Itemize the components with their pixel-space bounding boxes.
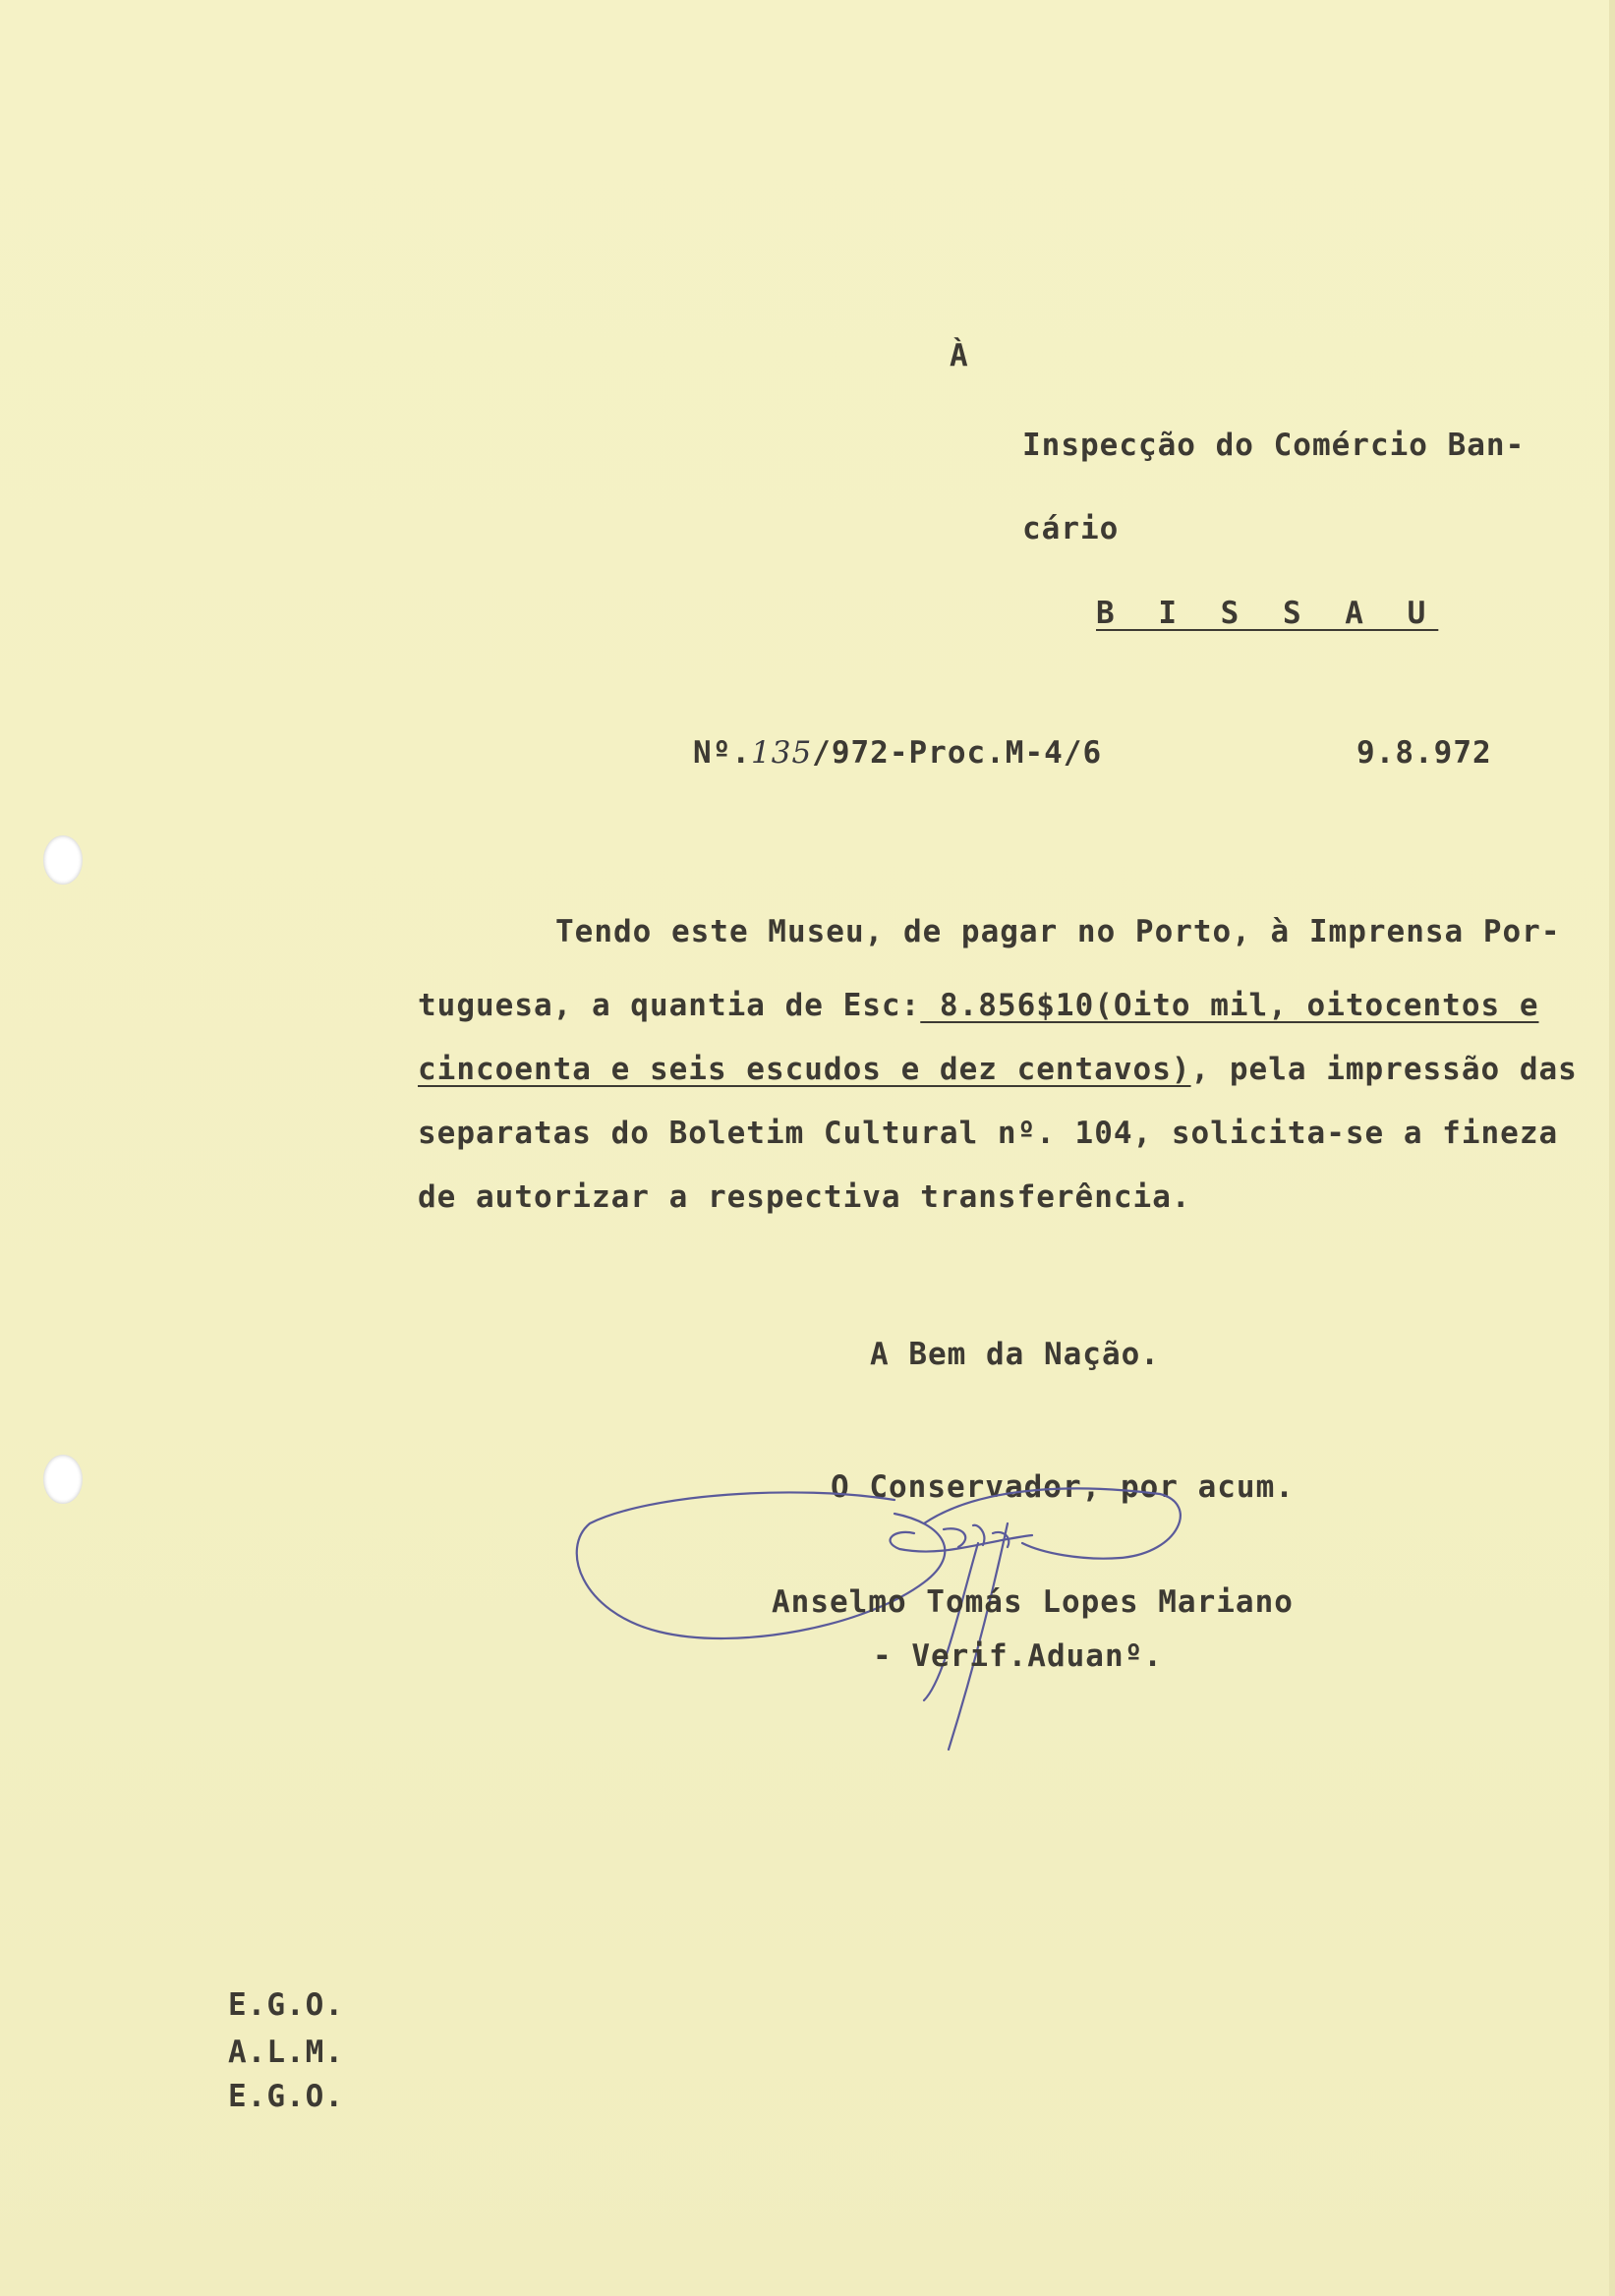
- signatory-role: - Verif.Aduanº.: [873, 1638, 1163, 1674]
- body-line-4: separatas do Boletim Cultural nº. 104, solicita-se a fineza: [418, 1116, 1559, 1151]
- initials-line-2: A.L.M.: [228, 2035, 344, 2070]
- amount-text: 8.856$10(Oito mil, oitocentos e: [920, 988, 1539, 1023]
- reference-handwritten-number: 135: [751, 735, 813, 771]
- reference-suffix: /972-Proc.M-4/6: [812, 735, 1103, 771]
- addressee-line-1: Inspecção do Comércio Ban-: [1022, 428, 1526, 463]
- addressee-city: B I S S A U: [1096, 596, 1439, 631]
- currency-label: Esc:: [842, 988, 921, 1023]
- punch-hole-top: [43, 835, 83, 885]
- reference-number: [693, 735, 1102, 771]
- handwritten-signature: [570, 1464, 1199, 1789]
- body-line-2: [418, 988, 1539, 1023]
- body-line-3: [418, 1052, 1578, 1087]
- body-line-1: Tendo este Museu, de pagar no Porto, à Imprensa Por-: [555, 914, 1561, 949]
- initials-line-3: E.G.O.: [228, 2079, 344, 2114]
- amount-text-continued: cincoenta e seis escudos e dez centavos): [418, 1052, 1191, 1087]
- body-line-2-start: tuguesa, a quantia de: [418, 988, 843, 1023]
- punch-hole-bottom: [43, 1455, 83, 1504]
- salutation: À: [950, 338, 969, 373]
- closing-salutation: A Bem da Nação.: [870, 1337, 1160, 1372]
- signatory-name: Anselmo Tomás Lopes Mariano: [772, 1584, 1294, 1620]
- initials-line-1: E.G.O.: [228, 1987, 344, 2023]
- body-line-5: de autorizar a respectiva transferência.: [418, 1179, 1191, 1215]
- reference-prefix: Nº.: [693, 735, 751, 771]
- addressee-line-2: cário: [1022, 511, 1120, 546]
- paper-edge: [1609, 0, 1615, 2296]
- letter-date: 9.8.972: [1356, 735, 1492, 771]
- body-line-3-rest: , pela impressão das: [1190, 1052, 1578, 1087]
- signatory-title: O Conservador, por acum.: [831, 1469, 1295, 1505]
